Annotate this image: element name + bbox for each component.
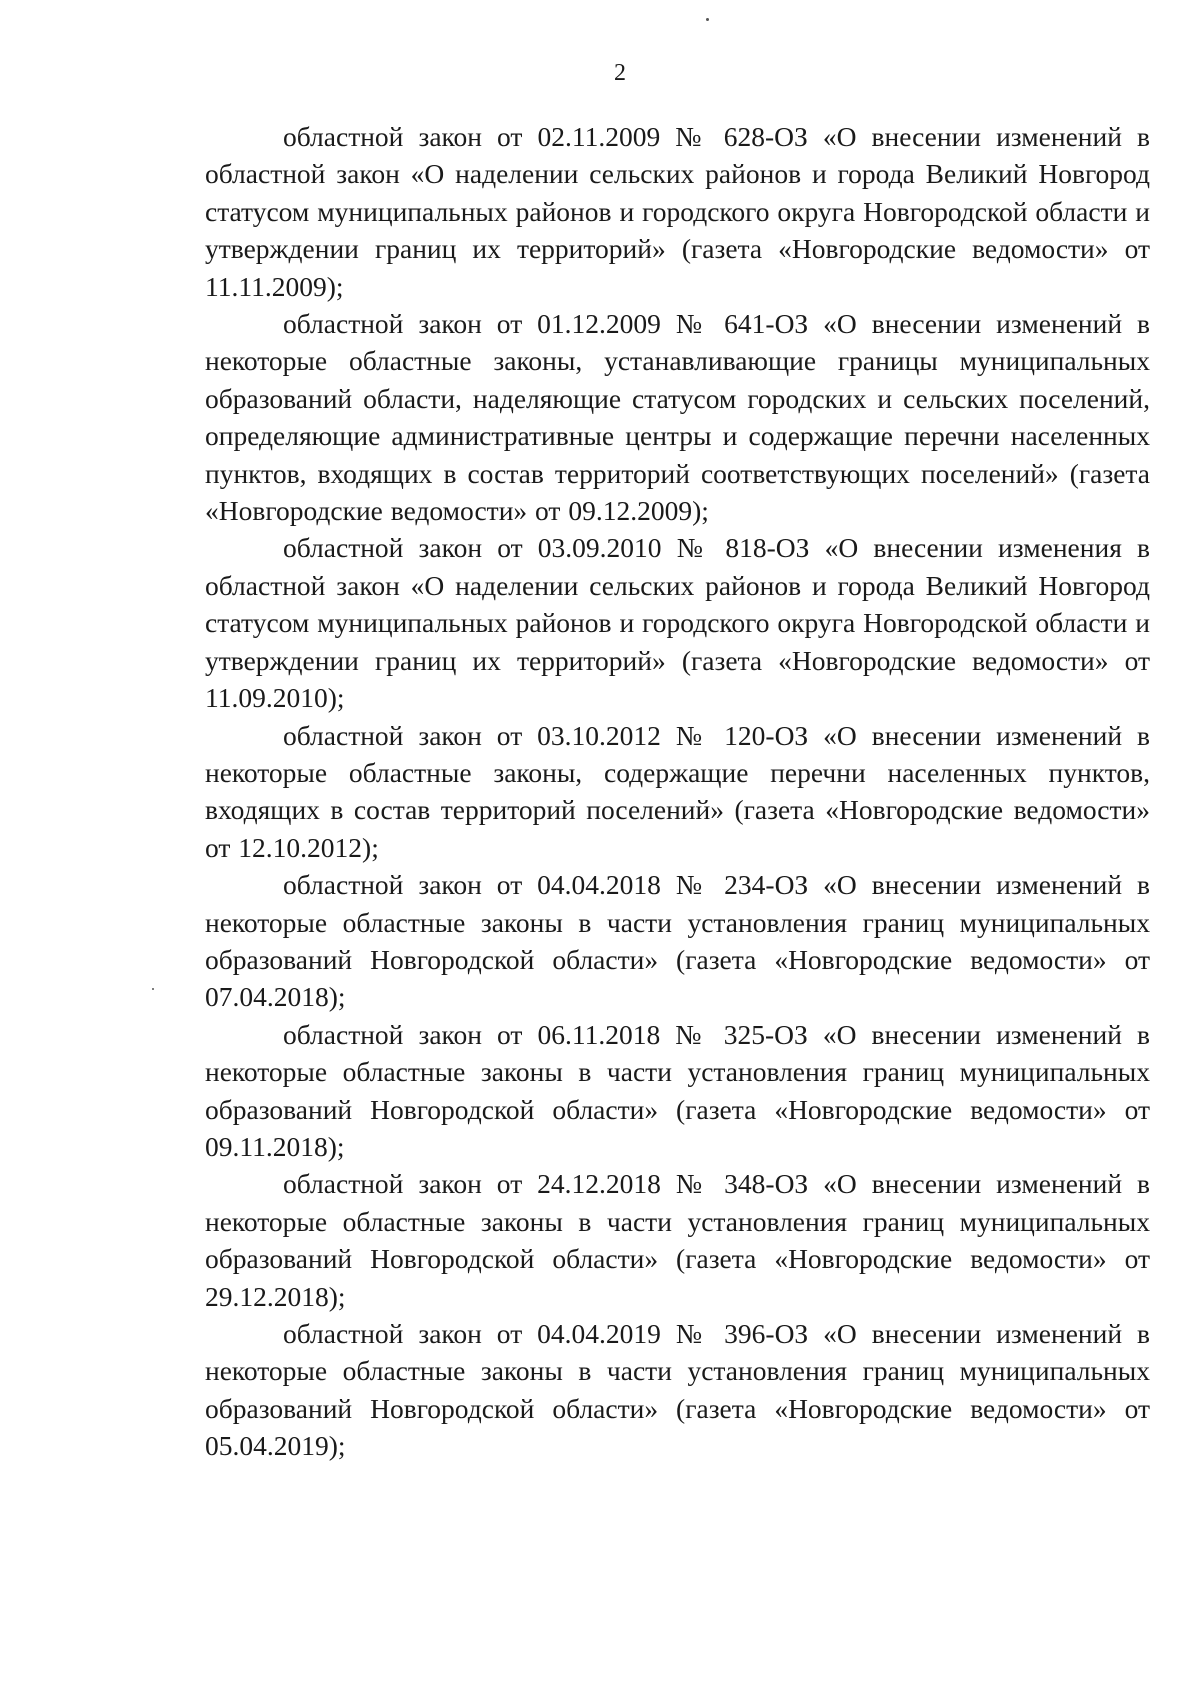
scan-speck: [706, 18, 709, 21]
law-entry: областной закон от 03.10.2012 № 120-ОЗ «О внесении изменений в некоторые областные законы, содержащие перечни населенных пунктов, входящих в состав территорий поселений» (газета «Новгородские ведомости» от 12.10.2012);: [205, 719, 1150, 863]
document-body: [205, 118, 1150, 1465]
page-number: 2: [614, 60, 626, 86]
law-entry: областной закон от 24.12.2018 № 348-ОЗ «О внесении изменений в некоторые областные законы в части установления границ муниципальных образований Новгородской области» (газета «Новгородские ведомости» от 29.12.2018);: [205, 1168, 1150, 1312]
law-entry: областной закон от 03.09.2010 № 818-ОЗ «О внесении изменения в областной закон «О наделении сельских районов и города Великий Новгород статусом муниципальных районов и городского округа Новгородской области и утверждении границ их территорий» (газета «Новгородские ведомости» от 11.09.2010);: [205, 532, 1150, 714]
law-entry: областной закон от 04.04.2019 № 396-ОЗ «О внесении изменений в некоторые областные законы в части установления границ муниципальных образований Новгородской области» (газета «Новгородские ведомости» от 05.04.2019);: [205, 1318, 1150, 1462]
law-entry: областной закон от 01.12.2009 № 641-ОЗ «О внесении изменений в некоторые областные законы, устанавливающие границы муниципальных образований области, наделяющие статусом городских и сельских поселений, определяющие административные центры и содержащие перечни населенных пунктов, входящих в состав территорий соответствующих поселений» (газета «Новгородские ведомости» от 09.12.2009);: [205, 308, 1150, 527]
law-entry: областной закон от 02.11.2009 № 628-ОЗ «О внесении изменений в областной закон «О наделении сельских районов и города Великий Новгород статусом муниципальных районов и городского округа Новгородской области и утверждении границ их территорий» (газета «Новгородские ведомости» от 11.11.2009);: [205, 121, 1150, 302]
scan-speck: [152, 988, 154, 990]
law-entry: областной закон от 04.04.2018 № 234-ОЗ «О внесении изменений в некоторые областные законы в части установления границ муниципальных образований Новгородской области» (газета «Новгородские ведомости» от 07.04.2018);: [205, 869, 1150, 1013]
law-entry: областной закон от 06.11.2018 № 325-ОЗ «О внесении изменений в некоторые областные законы в части установления границ муниципальных образований Новгородской области» (газета «Новгородские ведомости» от 09.11.2018);: [205, 1018, 1150, 1162]
